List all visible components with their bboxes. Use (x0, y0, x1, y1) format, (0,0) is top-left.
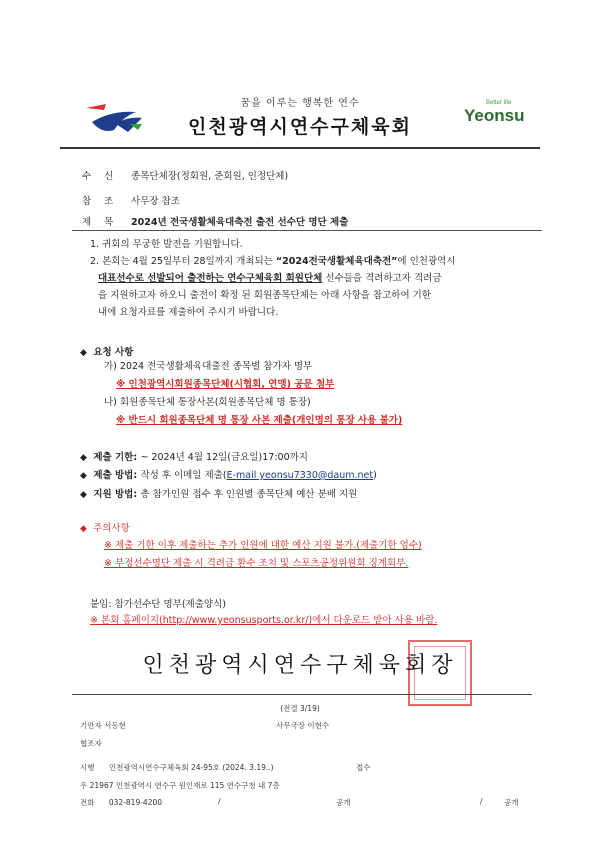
separator: / (218, 797, 221, 806)
signatory-name: 인천광역시연수구체육회장 (142, 653, 458, 678)
diamond-icon: ◆ (80, 471, 87, 481)
paragraph-2: 2. 본회는 4월 25일부터 28일까지 개최되는 “2024전국생활체육대축전”에 인천광역시 대표선수로 선발되어 출전하는 연수구체육회 회원단체 선수들을 격려하고자 격려금 을 지원하고자 하오니 출전이 확정 된 회원종목단체는 아래 사항을 참고하여 기한 내에 요청자료를 제출하여 주시기 바랍니다. (90, 256, 456, 318)
slogan: 꿈을 이루는 행복한 연수 (240, 98, 360, 109)
receipt-label: 접수 (356, 763, 371, 772)
subject-value: 2024년 전국생활체육대축전 출전 선수단 명단 제출 (131, 217, 349, 228)
public-label-2: 공개 (504, 798, 519, 807)
attachment-label: 붙임: 참가선수단 명부(제출양식) (90, 599, 226, 610)
request-item-a-note: ※ 인천광역시회원종목단체(시협회, 연맹) 공문 첨부 (116, 379, 335, 390)
subject-row: 제 목 2024년 전국생활체육대축전 출전 선수단 명단 제출 (82, 217, 349, 228)
deadline-row: ◆ 제출 기한: ~ 2024년 4월 12일(금요일)17:00까지 (80, 452, 308, 463)
header-divider (60, 147, 540, 149)
diamond-icon: ◆ (80, 524, 87, 534)
enforcement-row: 시행 인천광역시연수구체육회 24-95호 (2024. 3.19..) (80, 763, 274, 772)
method-row: ◆ 제출 방법: 작성 후 이메일 제출(E-mail yeonsu7330@daum.net) (80, 470, 377, 481)
reference-value: 사무장 참조 (131, 196, 180, 207)
drafter: 기안자 서동현 (80, 721, 126, 730)
public-label-1: 공개 (336, 798, 351, 807)
yeonsu-logo (462, 96, 534, 136)
approver: 사무국장 이현수 (276, 721, 330, 730)
phone-row: 전화 032-819-4200 (80, 798, 163, 807)
subject-divider (72, 230, 542, 231)
diamond-icon: ◆ (80, 490, 87, 500)
email-link[interactable]: E-mail yeonsu7330@daum.net (226, 470, 374, 481)
cooperator: 협조자 (80, 739, 102, 748)
notes-heading: ◆ 주의사항 (80, 523, 130, 534)
paragraph-1: 1. 귀회의 무궁한 발전을 기원합니다. (90, 239, 243, 250)
diamond-icon: ◆ (80, 453, 87, 463)
request-item-b-note: ※ 반드시 회원종목단체 명 통장 사본 제출(개인명의 통장 사용 불가) (116, 415, 403, 426)
reference-row: 참 조 사무장 참조 (82, 196, 180, 207)
requests-heading: ◆ 요청 사항 (80, 347, 134, 358)
org-title: 인천광역시연수구체육회 (188, 116, 412, 138)
request-item-b: 나) 회원종목단체 통장사본(회원종목단체 명 통장) (104, 397, 311, 408)
diamond-icon: ◆ (80, 348, 87, 358)
note-1: ※ 제출 기한 이후 제출하는 추가 인원에 대한 예산 지원 불가.(제출기한 엄수) (104, 540, 422, 551)
footer-divider (72, 694, 532, 695)
attachment-note: ※ 본회 홈페이지(http://www.yeonsusports.or.kr/)에서 다운로드 받아 사용 바람. (90, 615, 438, 626)
note-2: ※ 부정선수명단 제출 시 격려금 환수 조치 및 스포츠공정위원회 징계회부. (104, 558, 409, 569)
recipient-value: 종목단체장(정회원, 준회원, 인정단체) (131, 171, 289, 182)
address: 우 21967 인천광역시 연수구 원인재로 115 연수구청 내 7층 (80, 781, 280, 790)
recipient-row: 수 신 종목단체장(정회원, 준회원, 인정단체) (82, 171, 289, 182)
logo-tagline: Better life (486, 100, 512, 106)
request-item-a: 가) 2024 전국생활체육대출전 종목별 참가자 명부 (104, 361, 313, 372)
separator: / (480, 797, 483, 806)
support-row: ◆ 지원 방법: 총 참가인원 접수 후 인원별 종목단체 예산 분배 지원 (80, 489, 358, 500)
logo-wordmark: Yeonsu (464, 106, 525, 125)
page-info: (전결 3/19) (280, 704, 320, 713)
